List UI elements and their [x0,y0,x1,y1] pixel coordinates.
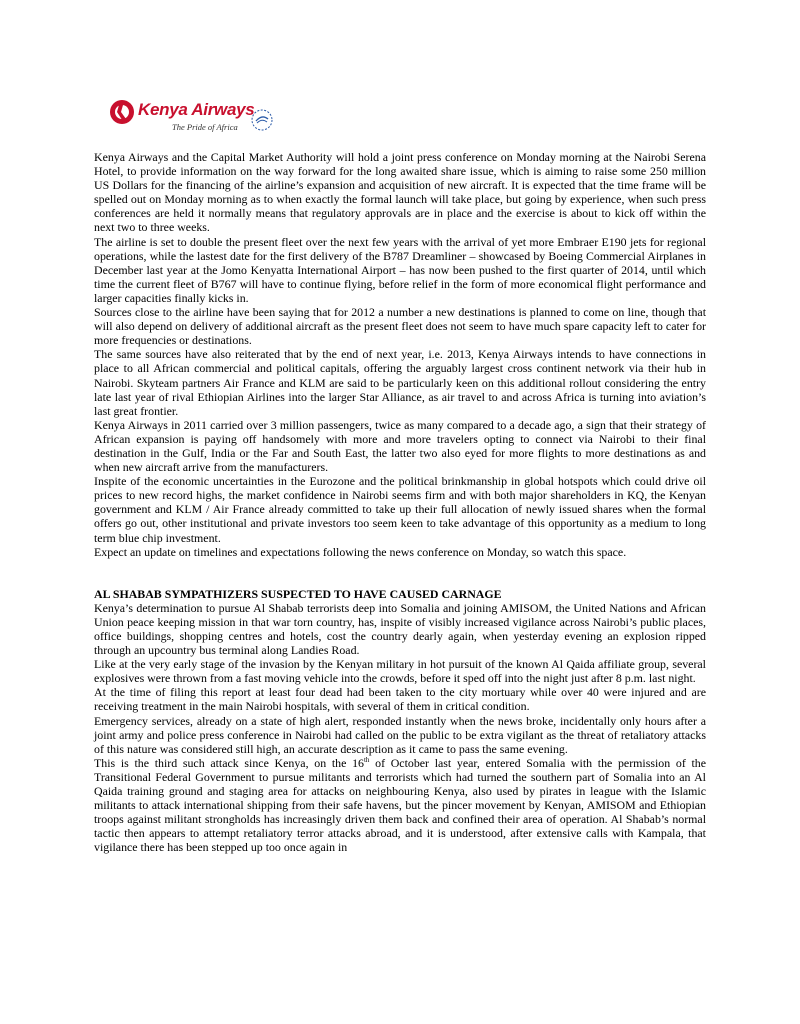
paragraph: Kenya Airways in 2011 carried over 3 million passengers, twice as many compared to a decade ago, a sign that their strategy of African expansion is paying off handsomely with more and more travelers opting to connect via Nairobi to their final destination in the Gulf, India or the Far and South East, the latter two also eyed for more flights to more destinations as and when new aircraft arrive from the manufacturers. [94,417,706,475]
paragraph: The same sources have also reiterated that by the end of next year, i.e. 2013, Kenya Airways intends to have connections in place to all African commercial and political capitals, offering the arguably largest cross continent network via their hub in Nairobi. Skyteam partners Air France and KLM are said to be particularly keen on this additional rollout considering the entry late last year of rival Ethiopian Airlines into the larger Star Alliance, as air travel to and across Africa is turning into aviation’s last great frontier. [94,347,706,418]
paragraph: The airline is set to double the present fleet over the next few years with the arrival of yet more Embraer E190 jets for regional operations, while the lastest date for the first delivery of the B787 Dreamliner – showcased by Boeing Commercial Airplanes in December last year at the Jomo Kenyatta International Airport – has now been pushed to the first quarter of 2014, until which time the current fleet of B767 will have to continue flying, before relief in the form of more economical flight performance and larger capacities finally kicks in. [94,234,706,305]
logo-wordmark: Kenya Airways [138,100,255,119]
skyteam-seal-icon [250,108,274,132]
paragraph: Emergency services, already on a state of high alert, responded instantly when the news broke, incidentally only hours after a joint army and police press conference in Nairobi had called on the public to be extra vigilant as the threat of retaliatory attacks of this nature was considered still high, an accurate description as it came to pass the same evening. [94,713,706,756]
logo-tagline: The Pride of Africa [172,122,238,132]
paragraph: Inspite of the economic uncertainties in the Eurozone and the political brinkmanship in global hotspots which could drive oil prices to new record highs, the market confidence in Nairobi seems firm and with both major shareholders in KQ, the Kenyan government and KLM / Air France already committed to take up their full allocation of newly issued shares when the formal offers go out, other institutional and private investors too seem keen to take advantage of this opportunity as a medium to long term blue chip investment. [94,474,706,545]
paragraph: At the time of filing this report at least four dead had been taken to the city mortuary while over 40 were injured and are receiving treatment in the main Nairobi hospitals, with several of them in critical condition. [94,685,706,714]
paragraph: Expect an update on timelines and expectations following the news conference on Monday, so watch this space. [94,544,627,559]
section-heading: AL SHABAB SYMPATHIZERS SUSPECTED TO HAVE CAUSED CARNAGE [94,586,502,601]
paragraph: Sources close to the airline have been saying that for 2012 a number a new destinations is planned to come on line, though that will also depend on delivery of additional aircraft as the present fleet does not seem to have much spare capacity left to cater for more frequencies or destinations. [94,305,706,348]
article-body [94,150,706,855]
paragraph: This is the third such attack since Kenya, on the 16th of October last year, entered Somalia with the permission of the Transitional Federal Government to pursue militants and terrorists which had turned the southern part of Somalia into an Al Qaida training ground and staging area for attacks on neighbouring Kenya, also used by pirates in league with the Islamic militants to attack international shipping from their safe havens, but the pincer movement by Kenyan, AMISOM and Ethiopian troops against militant strongholds has increasingly driven them back and confined their area of operation. Al Shabab’s normal tactic then appears to attempt retaliatory terror attacks abroad, and it is understood, after extensive calls with Kampala, that vigilance there has been stepped up too once again in [94,755,707,855]
paragraph: Kenya’s determination to pursue Al Shabab terrorists deep into Somalia and joining AMISOM, the United Nations and African Union peace keeping mission in that war torn country, has, inspite of visibly increased vigilance across Nairobi’s public places, office buildings, shopping centres and hotels, cost the country dearly again, when yesterday evening an explosion ripped through an upcountry bus terminal along Landies Road. [94,600,706,658]
kq-emblem-icon [108,98,136,126]
paragraph: Like at the very early stage of the invasion by the Kenyan military in hot pursuit of the known Al Qaida affiliate group, several explosives were thrown from a fast moving vehicle into the crowds, before it sped off into the night just after 8 p.m. last night. [94,657,706,686]
paragraph: Kenya Airways and the Capital Market Authority will hold a joint press conference on Monday morning at the Nairobi Serena Hotel, to provide information on the way forward for the long awaited share issue, which is aiming to raise some 250 million US Dollars for the financing of the airline’s expansion and acquisition of new aircraft. It is expected that the time frame will be spelled out on Monday morning as to when exactly the formal launch will take place, but going by experience, when such press conferences are held it normally means that regulatory approvals are in place and the exercise is about to kick off within the next two to three weeks. [94,150,706,235]
kenya-airways-logo [108,98,278,144]
